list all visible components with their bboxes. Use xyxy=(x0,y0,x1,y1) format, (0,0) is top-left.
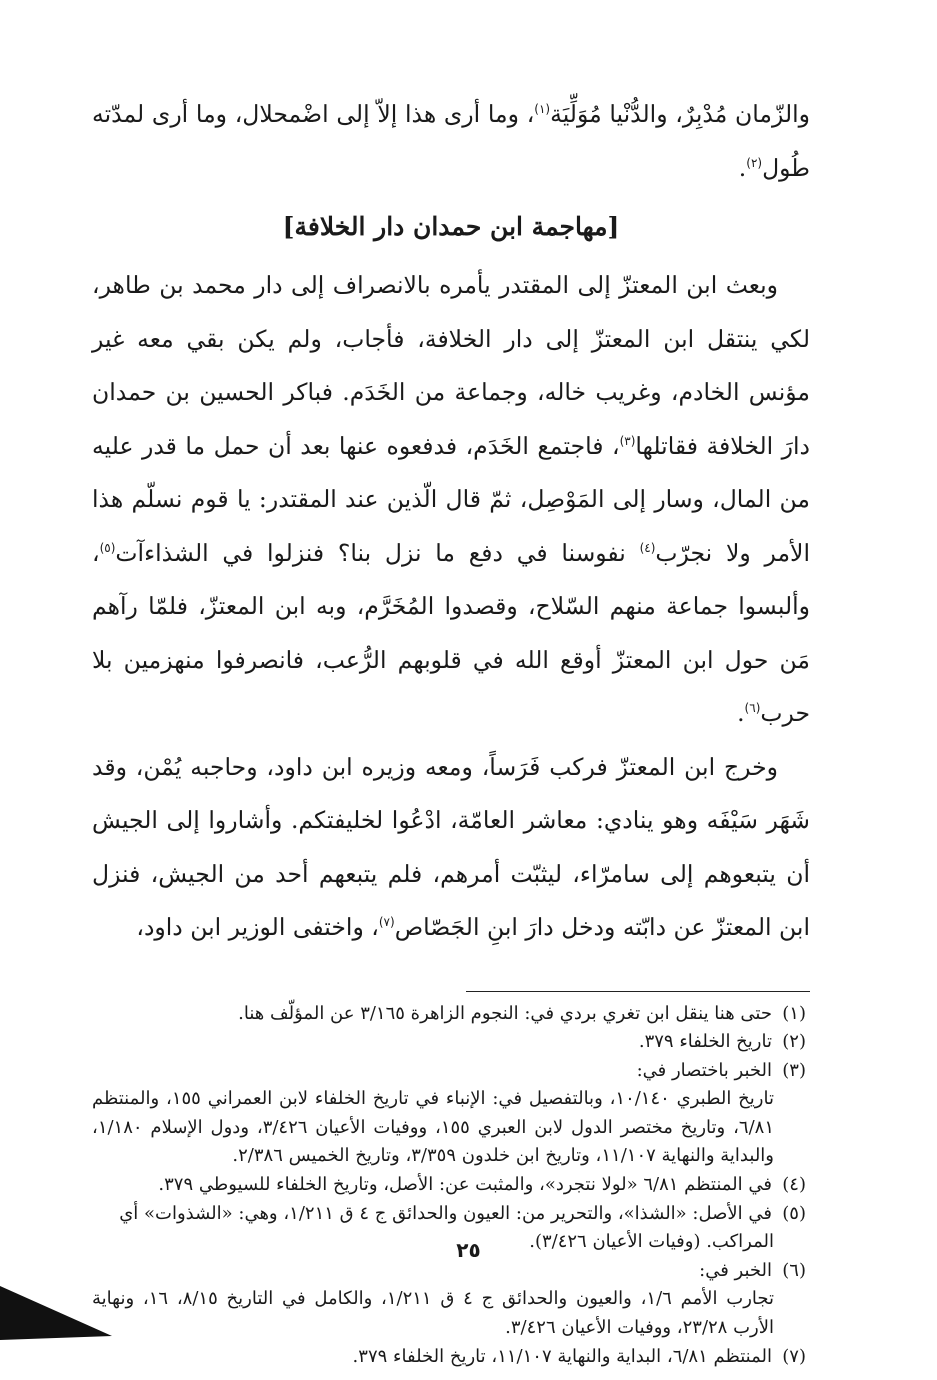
footnote-number: (٢) xyxy=(782,1031,806,1053)
footnote-text: المنتظم ٦/٨١، البداية والنهاية ١١/١٠٧، تاريخ الخلفاء ٣٧٩. xyxy=(352,1345,772,1367)
paragraph-1 xyxy=(92,259,810,741)
footnote-ref-2: (٢) xyxy=(746,155,763,170)
footnote-text: حتى هنا ينقل ابن تغري بردي في: النجوم الزاهرة ٣/١٦٥ عن المؤلّف هنا. xyxy=(238,1002,772,1024)
footnote-text: الخبر باختصار في: xyxy=(636,1059,772,1081)
text-run: . xyxy=(738,153,747,182)
text-run: وخرج ابن المعتزّ فركب فَرَساً، ومعه وزيره ابن داود، وحاجبه يُمْن، وقد شَهَر سَيْفَه وهو ينادي: معاشر العامّة، ادْعُوا لخليفتكم. وأشاروا إلى الجيش أن يتبعوهم إلى سامرّاء، ليثبّت أمرهم، فلم يتبعهم أحد من الجيش، فنزل ابن المعتزّ عن دابّته ودخل دارَ ابنِ الجَصّاص xyxy=(92,752,810,941)
text-run: وبعث ابن المعتزّ إلى المقتدر يأمره بالانصراف إلى دار محمد بن طاهر، لكي ينتقل ابن المعتزّ إلى دار الخلافة، فأجاب، ولم يكن بقي معه غير مؤنس الخادم، وغريب خاله، وجماعة من الخَدَم. فباكر الحسين بن حمدان دارَ الخلافة فقاتلها xyxy=(92,271,810,460)
footnote-1 xyxy=(92,1000,810,1029)
footnote-7 xyxy=(92,1343,810,1372)
footnote-number: (٤) xyxy=(782,1174,806,1196)
footnote-5 xyxy=(92,1200,810,1229)
footnote-ref-4: (٤) xyxy=(639,540,656,555)
scan-corner-mark xyxy=(0,1276,112,1340)
text-run: والزّمان مُدْبِرٌ، والدُّنْيا مُوَلِّيَة xyxy=(550,100,810,128)
text-run: ، وما أرى هذا إلاّ إلى اضْمحلال، وما أرى لمدّته طُول xyxy=(92,100,810,182)
text-run: ، وألبسوا جماعة منهم السّلاح، وقصدوا المُخَرَّم، وبه ابن المعتزّ، فلمّا رآهم مَن حول ابن المعتزّ أوقع الله في قلوبهم الرُّعب، فانصرفوا منهزمين بلا حرب xyxy=(92,538,810,727)
footnote-4 xyxy=(92,1171,810,1200)
page-number: ٢٥ xyxy=(456,1238,481,1262)
footnote-3 xyxy=(92,1057,810,1086)
corner-wedge-shape xyxy=(0,1286,112,1340)
footnote-text: في الأصل: «الشذا»، والتحرير من: العيون والحدائق ج ٤ ق ١/٢١١، وهي: «الشذوات» أي xyxy=(119,1202,772,1224)
footnote-6-sources: تجارب الأمم ١/٦، والعيون والحدائق ج ٤ ق ١/٢١١، والكامل في التاريخ ٨/١٥، ١٦، ونهاية الأرب ٢٣/٢٨، ووفيات الأعيان ٣/٤٢٦. xyxy=(92,1288,774,1339)
text-run: ، واختفى الوزير ابن داود، xyxy=(136,913,379,941)
footnote-text: في المنتظم ٦/٨١ «لولا نتجرد»، والمثبت عن: الأصل، وتاريخ الخلفاء للسيوطي ٣٧٩. xyxy=(158,1174,772,1196)
book-page xyxy=(92,88,810,1371)
footnote-number: (٧) xyxy=(782,1345,806,1367)
footnote-ref-3: (٣) xyxy=(619,433,636,448)
text-run: ، فاجتمع الخَدَم، فدفعوه عنها بعد أن حمل ما قدر عليه من المال، وسار إلى المَوْصِل، ثمّ قال الّذين عند المقتدر: يا قوم نسلّم هذا الأمر ولا نجرّب xyxy=(92,431,810,567)
footnote-ref-5: (٥) xyxy=(99,540,116,555)
footnote-divider xyxy=(466,991,810,992)
paragraph-continuation xyxy=(92,88,810,195)
footnotes xyxy=(92,1000,810,1372)
footnote-ref-6: (٦) xyxy=(744,701,761,716)
footnote-number: (١) xyxy=(782,1002,806,1024)
footnote-text: تاريخ الخلفاء ٣٧٩. xyxy=(638,1031,772,1053)
section-heading: [مهاجمة ابن حمدان دار الخلافة] xyxy=(282,212,620,241)
footnote-ref-1: (١) xyxy=(534,102,551,117)
footnote-2 xyxy=(92,1028,810,1057)
paragraph-2 xyxy=(92,741,810,955)
footnote-number: (٥) xyxy=(782,1202,806,1224)
footnote-3-sources: تاريخ الطبري ١٠/١٤٠، وبالتفصيل في: الإنباء في تاريخ الخلفاء لابن العمراني ١٥٥، والمنتظم ٦/٨١، وتاريخ مختصر الدول لابن العبري ١٥٥، ووفيات الأعيان ٣/٤٢٦، ودول الإسلام ١/١٨٠، والبداية والنهاية ١١/١٠٧، وتاريخ ابن خلدون ٣/٣٥٩، وتاريخ الخميس ٢/٣٨٦. xyxy=(92,1088,774,1167)
footnote-ref-7: (٧) xyxy=(378,915,395,930)
footnote-number: (٦) xyxy=(782,1259,806,1281)
footnote-number: (٣) xyxy=(782,1059,806,1081)
main-text xyxy=(92,88,810,955)
text-run: . xyxy=(737,699,745,727)
footnote-5-continuation: المراكب. (وفيات الأعيان ٣/٤٢٦). xyxy=(529,1231,774,1253)
text-run: نفوسنا في دفع ما نزل بنا؟ فنزلوا في الشذاءآت xyxy=(115,538,640,567)
footnote-text: الخبر في: xyxy=(699,1259,772,1281)
